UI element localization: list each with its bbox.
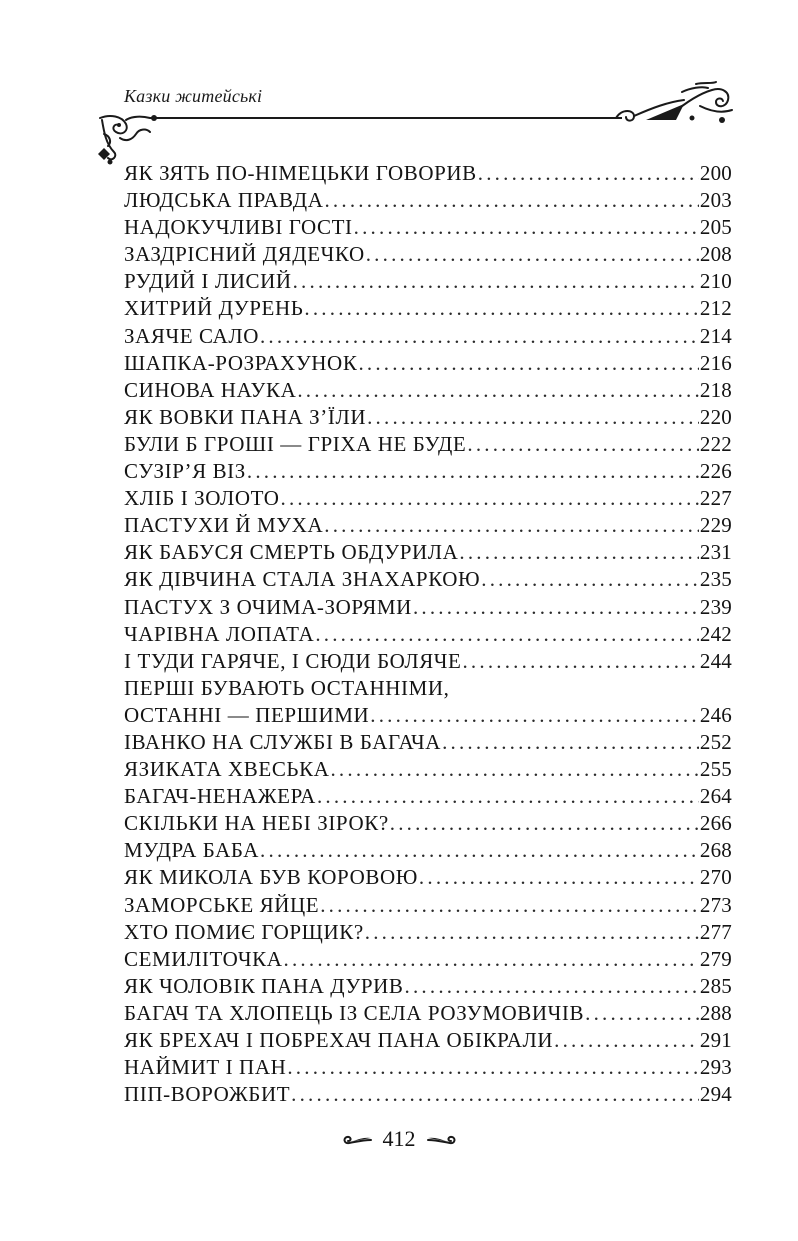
toc-entry-page: 208 [699,242,732,267]
toc-entry-title: ПАСТУХИ Й МУХА [124,513,324,538]
toc-entry [124,160,732,187]
toc-entry [124,973,732,1000]
toc-entry [124,404,732,431]
toc-dot-leader [462,648,698,675]
toc-dot-leader [324,512,699,539]
toc-entry-page: 222 [699,431,732,456]
table-of-contents [124,160,732,1108]
toc-entry [124,1027,732,1054]
toc-entry-title: ЗАЯЧЕ САЛО [124,323,259,348]
toc-dot-leader [358,350,698,377]
toc-entry-page: 291 [699,1028,732,1052]
toc-dot-leader [554,1027,699,1054]
toc-dot-leader [413,594,699,621]
toc-entry-page: 235 [699,567,732,592]
toc-dot-leader [370,702,699,729]
toc-dot-leader [478,160,699,187]
toc-entry [124,187,732,214]
toc-entry-page: 214 [699,323,732,348]
toc-entry-title: ПІП-ВОРОЖБИТ [124,1082,291,1107]
toc-entry-title: РУДИЙ І ЛИСИЙ [124,269,292,294]
toc-entry-page: 226 [699,459,732,484]
toc-dot-leader [467,431,699,458]
toc-entry [124,458,732,485]
toc-entry [124,241,732,268]
toc-entry-title: ШАПКА-РОЗРАХУНОК [124,350,358,375]
toc-entry-page: 244 [699,648,732,673]
toc-entry-page: 205 [699,215,732,240]
toc-dot-leader [260,837,699,864]
toc-entry-page: 220 [699,404,732,429]
toc-dot-leader [481,566,699,593]
toc-entry [124,783,732,810]
toc-entry-title: БУЛИ Б ГРОШІ — ГРІХА НЕ БУДЕ [124,431,467,456]
toc-entry-page: 231 [699,540,732,565]
toc-dot-leader [324,187,698,214]
toc-entry-title: ХТО ПОМИЄ ГОРЩИК? [124,919,364,944]
toc-entry-title: ЯК ВОВКИ ПАНА З’ЇЛИ [124,404,367,429]
toc-entry-page: 294 [699,1082,732,1107]
toc-entry-title: І ТУДИ ГАРЯЧЕ, І СЮДИ БОЛЯЧЕ [124,648,462,673]
toc-entry-title: ЛЮДСЬКА ПРАВДА [124,188,324,213]
toc-entry-title: ПАСТУХ З ОЧИМА-ЗОРЯМИ [124,594,412,619]
toc-entry-page: 273 [699,892,732,917]
toc-entry [124,566,732,593]
toc-entry-title: ЗАМОРСЬКЕ ЯЙЦЕ [124,892,320,917]
toc-dot-leader [442,729,699,756]
toc-entry-page: 239 [699,594,732,619]
toc-dot-leader [367,404,699,431]
toc-entry [124,539,732,566]
toc-dot-leader [284,946,699,973]
toc-entry-page: 203 [699,188,732,213]
page-footer [0,1126,798,1152]
toc-dot-leader [365,919,699,946]
toc-entry-page: 288 [699,1000,732,1025]
toc-entry [124,810,732,837]
toc-entry-title: ХИТРИЙ ДУРЕНЬ [124,296,304,321]
toc-dot-leader [419,864,699,891]
toc-entry [124,1081,732,1108]
toc-entry-title: ЯК МИКОЛА БУВ КОРОВОЮ [124,865,418,890]
toc-entry [124,702,732,729]
toc-entry-title: ЯК БРЕХАЧ І ПОБРЕХАЧ ПАНА ОБІКРАЛИ [124,1028,554,1052]
toc-dot-leader [315,621,699,648]
toc-entry [124,621,732,648]
toc-entry-page: 264 [699,784,732,809]
toc-entry-title: ЗАЗДРІСНИЙ ДЯДЕЧКО [124,242,365,267]
toc-entry-title: БАГАЧ ТА ХЛОПЕЦЬ ІЗ СЕЛА РОЗУМОВИЧІВ [124,1000,585,1025]
toc-entry-title: ХЛІБ І ЗОЛОТО [124,486,280,511]
toc-entry [124,1054,732,1081]
toc-entry-title: НАДОКУЧЛИВІ ГОСТІ [124,215,353,240]
toc-dot-leader [390,810,699,837]
toc-entry-title: СЕМИЛІТОЧКА [124,946,283,971]
page-number: 412 [382,1126,416,1151]
toc-entry-title: СИНОВА НАУКА [124,377,297,402]
toc-entry [124,837,732,864]
toc-entry-page: 277 [699,919,732,944]
scroll-flourish-icon [612,80,736,126]
toc-entry-title: НАЙМИТ І ПАН [124,1055,287,1080]
toc-dot-leader [247,458,699,485]
toc-entry-title: СУЗІР’Я ВІЗ [124,459,246,484]
toc-dot-leader [291,1081,699,1108]
toc-entry-title: БАГАЧ-НЕНАЖЕРА [124,784,316,809]
toc-entry-title: ЯК БАБУСЯ СМЕРТЬ ОБДУРИЛА [124,540,459,565]
toc-entry-page: 212 [699,296,732,321]
toc-entry [124,295,732,322]
toc-entry [124,512,732,539]
toc-dot-leader [297,377,699,404]
toc-entry [124,675,732,702]
toc-entry [124,919,732,946]
toc-entry [124,323,732,350]
toc-entry-title: ЯК ЧОЛОВІК ПАНА ДУРИВ [124,973,404,998]
toc-dot-leader [320,892,699,919]
toc-entry-title: МУДРА БАБА [124,838,260,863]
swirl-right-icon [426,1131,458,1147]
header-rule [150,117,622,119]
toc-entry-page: 266 [699,811,732,836]
toc-entry-page: 216 [699,350,732,375]
toc-entry-page: 293 [699,1055,732,1080]
toc-dot-leader [317,783,699,810]
toc-entry-title: ОСТАННІ — ПЕРШИМИ [124,702,370,727]
toc-entry-title: ЯК ЗЯТЬ ПО-НІМЕЦЬКИ ГОВОРИВ [124,161,477,185]
toc-dot-leader [330,756,698,783]
toc-entry [124,268,732,295]
toc-entry-page: 279 [699,946,732,971]
toc-dot-leader [260,323,699,350]
toc-entry [124,377,732,404]
toc-entry-title: СКІЛЬКИ НА НЕБІ ЗІРОК? [124,811,389,836]
toc-dot-leader [304,295,698,322]
toc-entry-title: ЧАРІВНА ЛОПАТА [124,621,315,646]
toc-entry-title: ЯК ДІВЧИНА СТАЛА ЗНАХАРКОЮ [124,567,481,592]
toc-entry [124,485,732,512]
toc-entry-title: ПЕРШІ БУВАЮТЬ ОСТАННІМИ, [124,675,450,700]
toc-entry-page: 255 [699,757,732,782]
toc-entry [124,431,732,458]
toc-entry-page: 210 [699,269,732,294]
toc-dot-leader [293,268,699,295]
toc-entry [124,350,732,377]
toc-dot-leader [366,241,699,268]
running-title: Казки житейські [124,86,263,106]
toc-dot-leader [405,973,699,1000]
toc-entry [124,594,732,621]
toc-dot-leader [354,214,699,241]
toc-entry-page: 285 [699,973,732,998]
toc-entry-page: 227 [699,486,732,511]
toc-entry [124,864,732,891]
toc-entry-page: 242 [699,621,732,646]
toc-entry-page: 229 [699,513,732,538]
toc-dot-leader [287,1054,699,1081]
toc-entry-page: 252 [699,729,732,754]
toc-entry [124,946,732,973]
toc-entry-title: ІВАНКО НА СЛУЖБІ В БАГАЧА [124,729,442,754]
toc-entry-page: 270 [699,865,732,890]
toc-entry [124,756,732,783]
toc-entry [124,1000,732,1027]
toc-entry-page: 268 [699,838,732,863]
toc-dot-leader [281,485,699,512]
toc-entry [124,648,732,675]
toc-entry-title: ЯЗИКАТА ХВЕСЬКА [124,757,330,782]
toc-dot-leader [459,539,699,566]
toc-entry [124,729,732,756]
toc-entry-page: 218 [699,377,732,402]
toc-entry [124,892,732,919]
toc-dot-leader [585,1000,699,1027]
toc-entry-page: 246 [699,702,732,727]
toc-entry-page: 200 [699,161,732,185]
swirl-left-icon [341,1131,373,1147]
toc-entry [124,214,732,241]
